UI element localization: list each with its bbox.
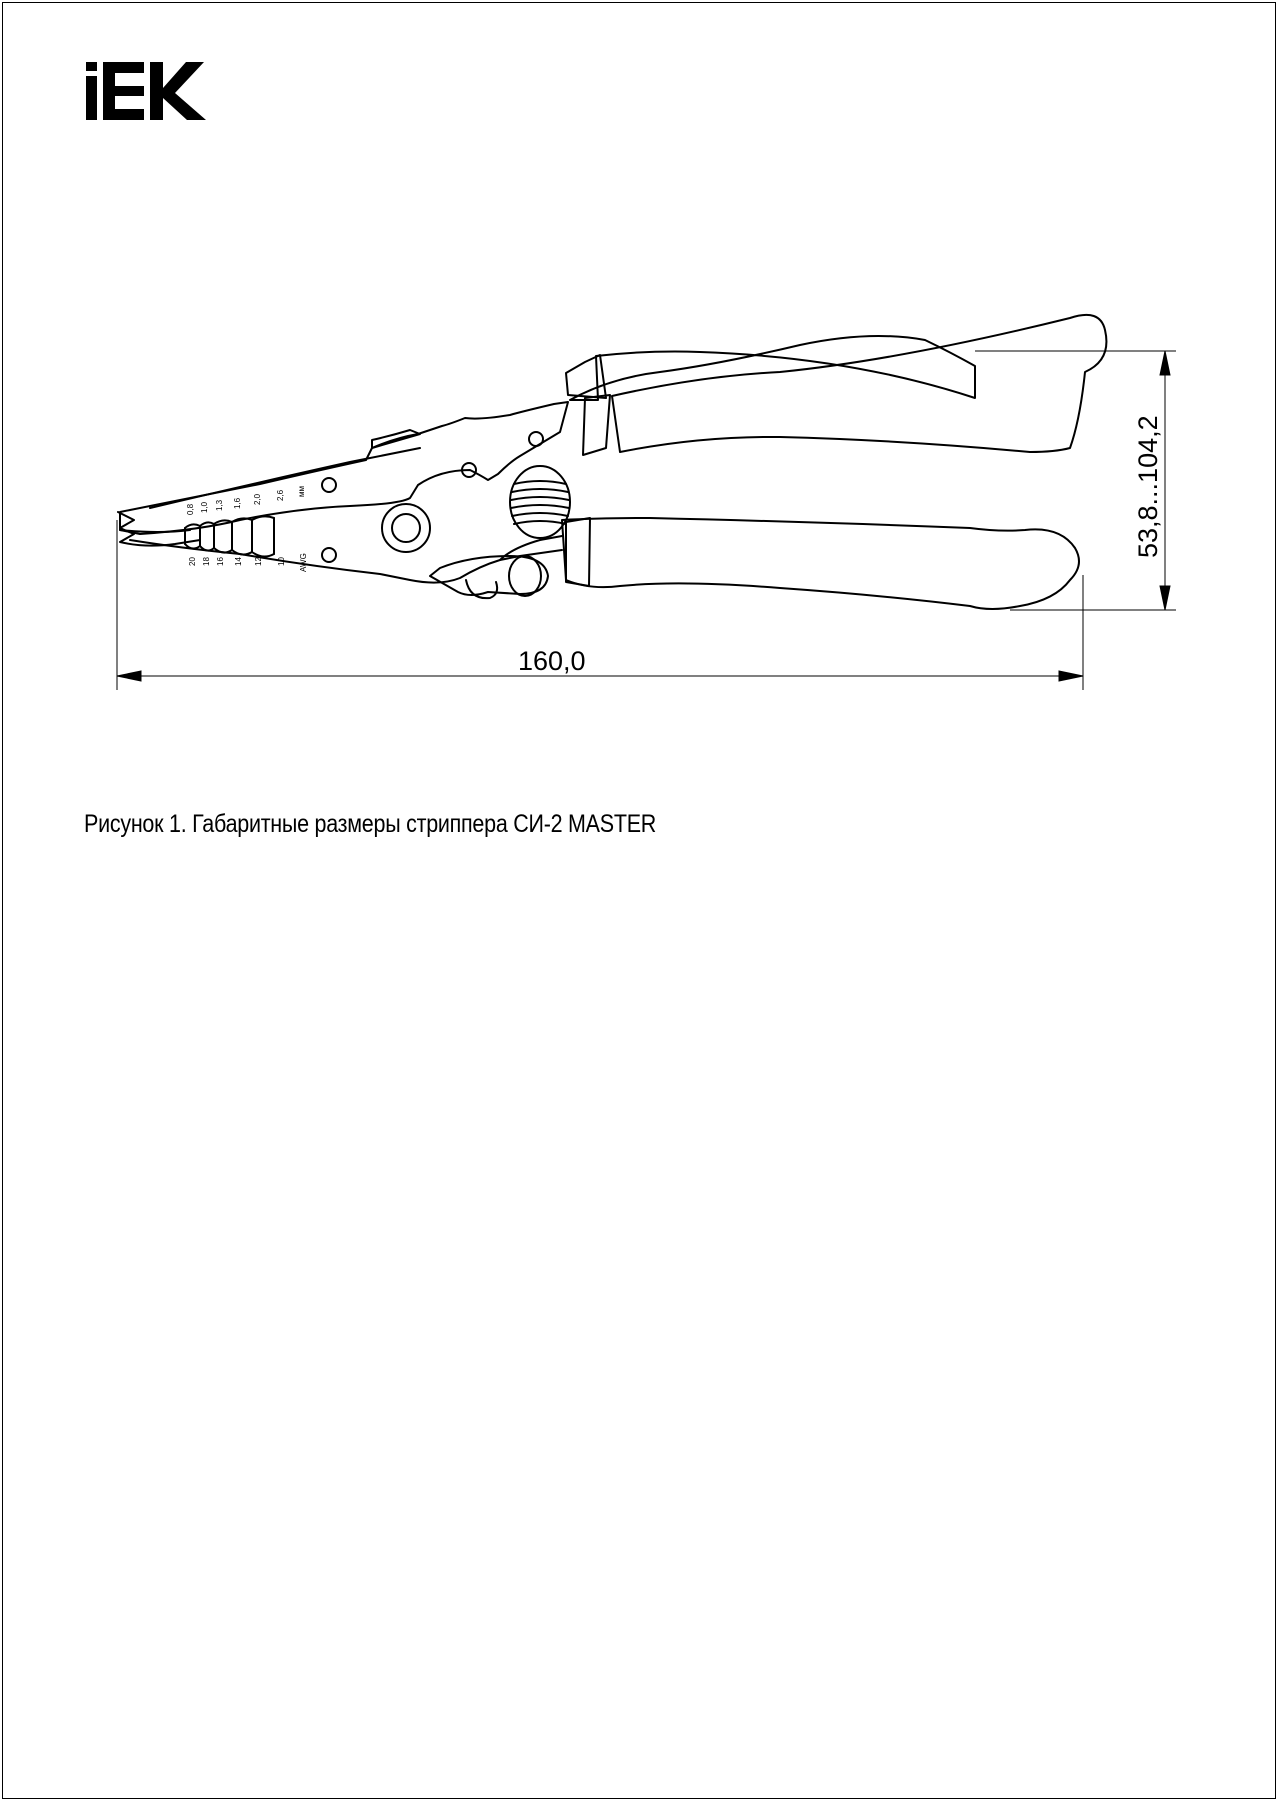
mm-size-5: 2,6 [276,489,285,501]
mm-size-4: 2,0 [253,493,262,505]
mm-size-2: 1,3 [215,499,224,511]
awg-size-3: 14 [234,557,243,566]
lower-handle [562,518,1079,609]
mm-label: мм [297,486,306,497]
awg-size-5: 10 [277,557,286,566]
mm-size-0: 0,8 [186,503,195,515]
awg-size-4: 12 [254,557,263,566]
awg-label: AWG [299,553,308,572]
figure-caption: Рисунок 1. Габаритные размеры стриппера СИ-2 MASTER [84,810,657,838]
stripper-drawing [0,0,1280,800]
mm-size-1: 1,0 [200,501,209,513]
length-dimension-value: 160,0 [518,646,586,676]
mm-size-3: 1,6 [233,497,242,509]
upper-handle [570,336,975,400]
height-dimension-value: 53,8...104,2 [1133,415,1163,558]
awg-size-0: 20 [188,557,197,566]
awg-size-2: 16 [216,557,225,566]
awg-size-1: 18 [202,557,211,566]
